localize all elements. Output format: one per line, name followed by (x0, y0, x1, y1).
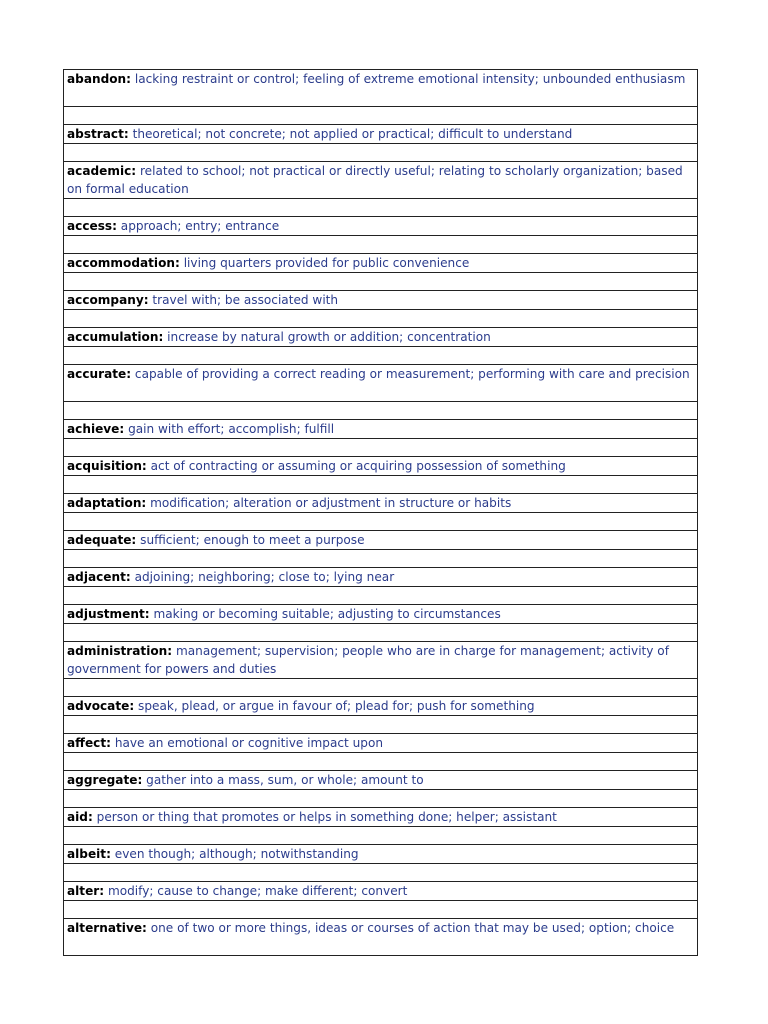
entry-cell (64, 365, 698, 402)
vocabulary-table (63, 69, 698, 956)
spacer-cell (64, 310, 698, 328)
table-row (64, 568, 698, 587)
spacer-row (64, 199, 698, 217)
entry-definition: living quarters provided for public convenience (183, 256, 470, 270)
spacer-row (64, 107, 698, 125)
entry-cell (64, 457, 698, 476)
entry-definition: travel with; be associated with (152, 293, 339, 307)
spacer-cell (64, 273, 698, 291)
table-row (64, 642, 698, 679)
entry-definition: theoretical; not concrete; not applied or practical; difficult to understand (132, 127, 573, 141)
entry-cell (64, 254, 698, 273)
entry-term: aid: (67, 810, 93, 824)
entry-term: advocate: (67, 699, 135, 713)
entry-cell (64, 568, 698, 587)
entry-cell (64, 882, 698, 901)
entry-cell (64, 291, 698, 310)
entry-term: adequate: (67, 533, 137, 547)
entry-definition: gain with effort; accomplish; fulfill (128, 422, 335, 436)
entry-term: abandon: (67, 72, 132, 86)
entry-cell (64, 697, 698, 716)
entry-term: academic: (67, 164, 137, 178)
spacer-row (64, 679, 698, 697)
table-row (64, 162, 698, 199)
entry-definition: management; supervision; people who are in charge for management; activity of government for powers and duties (67, 644, 669, 676)
spacer-row (64, 550, 698, 568)
entry-cell (64, 162, 698, 199)
spacer-cell (64, 550, 698, 568)
table-row (64, 217, 698, 236)
table-row (64, 328, 698, 347)
entry-term: adjustment: (67, 607, 150, 621)
table-row (64, 494, 698, 513)
spacer-row (64, 901, 698, 919)
entry-cell (64, 217, 698, 236)
spacer-cell (64, 753, 698, 771)
entry-term: aggregate: (67, 773, 143, 787)
table-row (64, 605, 698, 624)
entry-term: albeit: (67, 847, 111, 861)
spacer-row (64, 790, 698, 808)
spacer-row (64, 716, 698, 734)
spacer-row (64, 347, 698, 365)
entry-cell (64, 125, 698, 144)
entry-definition: modification; alteration or adjustment in structure or habits (150, 496, 512, 510)
spacer-row (64, 144, 698, 162)
table-row (64, 808, 698, 827)
table-row (64, 531, 698, 550)
spacer-cell (64, 402, 698, 420)
entry-term: alternative: (67, 921, 147, 935)
entry-cell (64, 420, 698, 439)
entry-definition: person or thing that promotes or helps in something done; helper; assistant (96, 810, 557, 824)
table-row (64, 734, 698, 753)
entry-definition: capable of providing a correct reading or measurement; performing with care and precision (134, 367, 690, 381)
spacer-cell (64, 439, 698, 457)
table-row (64, 254, 698, 273)
spacer-row (64, 273, 698, 291)
entry-cell (64, 734, 698, 753)
spacer-row (64, 827, 698, 845)
entry-cell (64, 642, 698, 679)
spacer-row (64, 624, 698, 642)
spacer-cell (64, 236, 698, 254)
spacer-row (64, 439, 698, 457)
table-row (64, 919, 698, 956)
spacer-cell (64, 347, 698, 365)
entry-definition: modify; cause to change; make different; convert (107, 884, 408, 898)
entry-cell (64, 494, 698, 513)
spacer-cell (64, 679, 698, 697)
spacer-cell (64, 144, 698, 162)
table-row (64, 365, 698, 402)
entry-definition: have an emotional or cognitive impact upon (114, 736, 384, 750)
entry-definition: speak, plead, or argue in favour of; plead for; push for something (138, 699, 535, 713)
entry-term: accumulation: (67, 330, 164, 344)
entry-definition: approach; entry; entrance (120, 219, 280, 233)
entry-cell (64, 531, 698, 550)
spacer-row (64, 513, 698, 531)
spacer-cell (64, 513, 698, 531)
entry-term: affect: (67, 736, 111, 750)
table-row (64, 457, 698, 476)
spacer-cell (64, 864, 698, 882)
entry-cell (64, 771, 698, 790)
entry-definition: adjoining; neighboring; close to; lying near (134, 570, 395, 584)
entry-definition: lacking restraint or control; feeling of extreme emotional intensity; unbounded enthusiasm (134, 72, 686, 86)
entry-cell (64, 808, 698, 827)
entry-definition: one of two or more things, ideas or courses of action that may be used; option; choice (150, 921, 675, 935)
entry-cell (64, 845, 698, 864)
table-row (64, 420, 698, 439)
vocabulary-table-body (64, 70, 698, 956)
spacer-row (64, 864, 698, 882)
spacer-row (64, 753, 698, 771)
entry-cell (64, 70, 698, 107)
spacer-cell (64, 901, 698, 919)
spacer-cell (64, 199, 698, 217)
spacer-cell (64, 827, 698, 845)
entry-term: adaptation: (67, 496, 147, 510)
entry-term: administration: (67, 644, 173, 658)
entry-definition: act of contracting or assuming or acquiring possession of something (150, 459, 566, 473)
table-row (64, 697, 698, 716)
entry-cell (64, 605, 698, 624)
entry-term: adjacent: (67, 570, 131, 584)
spacer-cell (64, 107, 698, 125)
entry-term: acquisition: (67, 459, 147, 473)
spacer-cell (64, 476, 698, 494)
table-row (64, 125, 698, 144)
spacer-cell (64, 587, 698, 605)
table-row (64, 845, 698, 864)
entry-definition: related to school; not practical or directly useful; relating to scholarly organization; based on formal education (67, 164, 683, 196)
entry-term: achieve: (67, 422, 125, 436)
entry-cell (64, 919, 698, 956)
spacer-cell (64, 624, 698, 642)
spacer-row (64, 402, 698, 420)
table-row (64, 771, 698, 790)
entry-definition: increase by natural growth or addition; concentration (167, 330, 491, 344)
entry-definition: even though; although; notwithstanding (114, 847, 359, 861)
entry-term: abstract: (67, 127, 129, 141)
spacer-row (64, 310, 698, 328)
entry-cell (64, 328, 698, 347)
entry-term: accommodation: (67, 256, 180, 270)
table-row (64, 882, 698, 901)
entry-term: accurate: (67, 367, 132, 381)
spacer-row (64, 476, 698, 494)
entry-term: alter: (67, 884, 105, 898)
spacer-row (64, 587, 698, 605)
spacer-cell (64, 716, 698, 734)
spacer-cell (64, 790, 698, 808)
table-row (64, 70, 698, 107)
entry-definition: making or becoming suitable; adjusting to circumstances (153, 607, 501, 621)
table-row (64, 291, 698, 310)
spacer-row (64, 236, 698, 254)
entry-term: accompany: (67, 293, 149, 307)
entry-term: access: (67, 219, 117, 233)
entry-definition: gather into a mass, sum, or whole; amount to (146, 773, 424, 787)
entry-definition: sufficient; enough to meet a purpose (140, 533, 365, 547)
